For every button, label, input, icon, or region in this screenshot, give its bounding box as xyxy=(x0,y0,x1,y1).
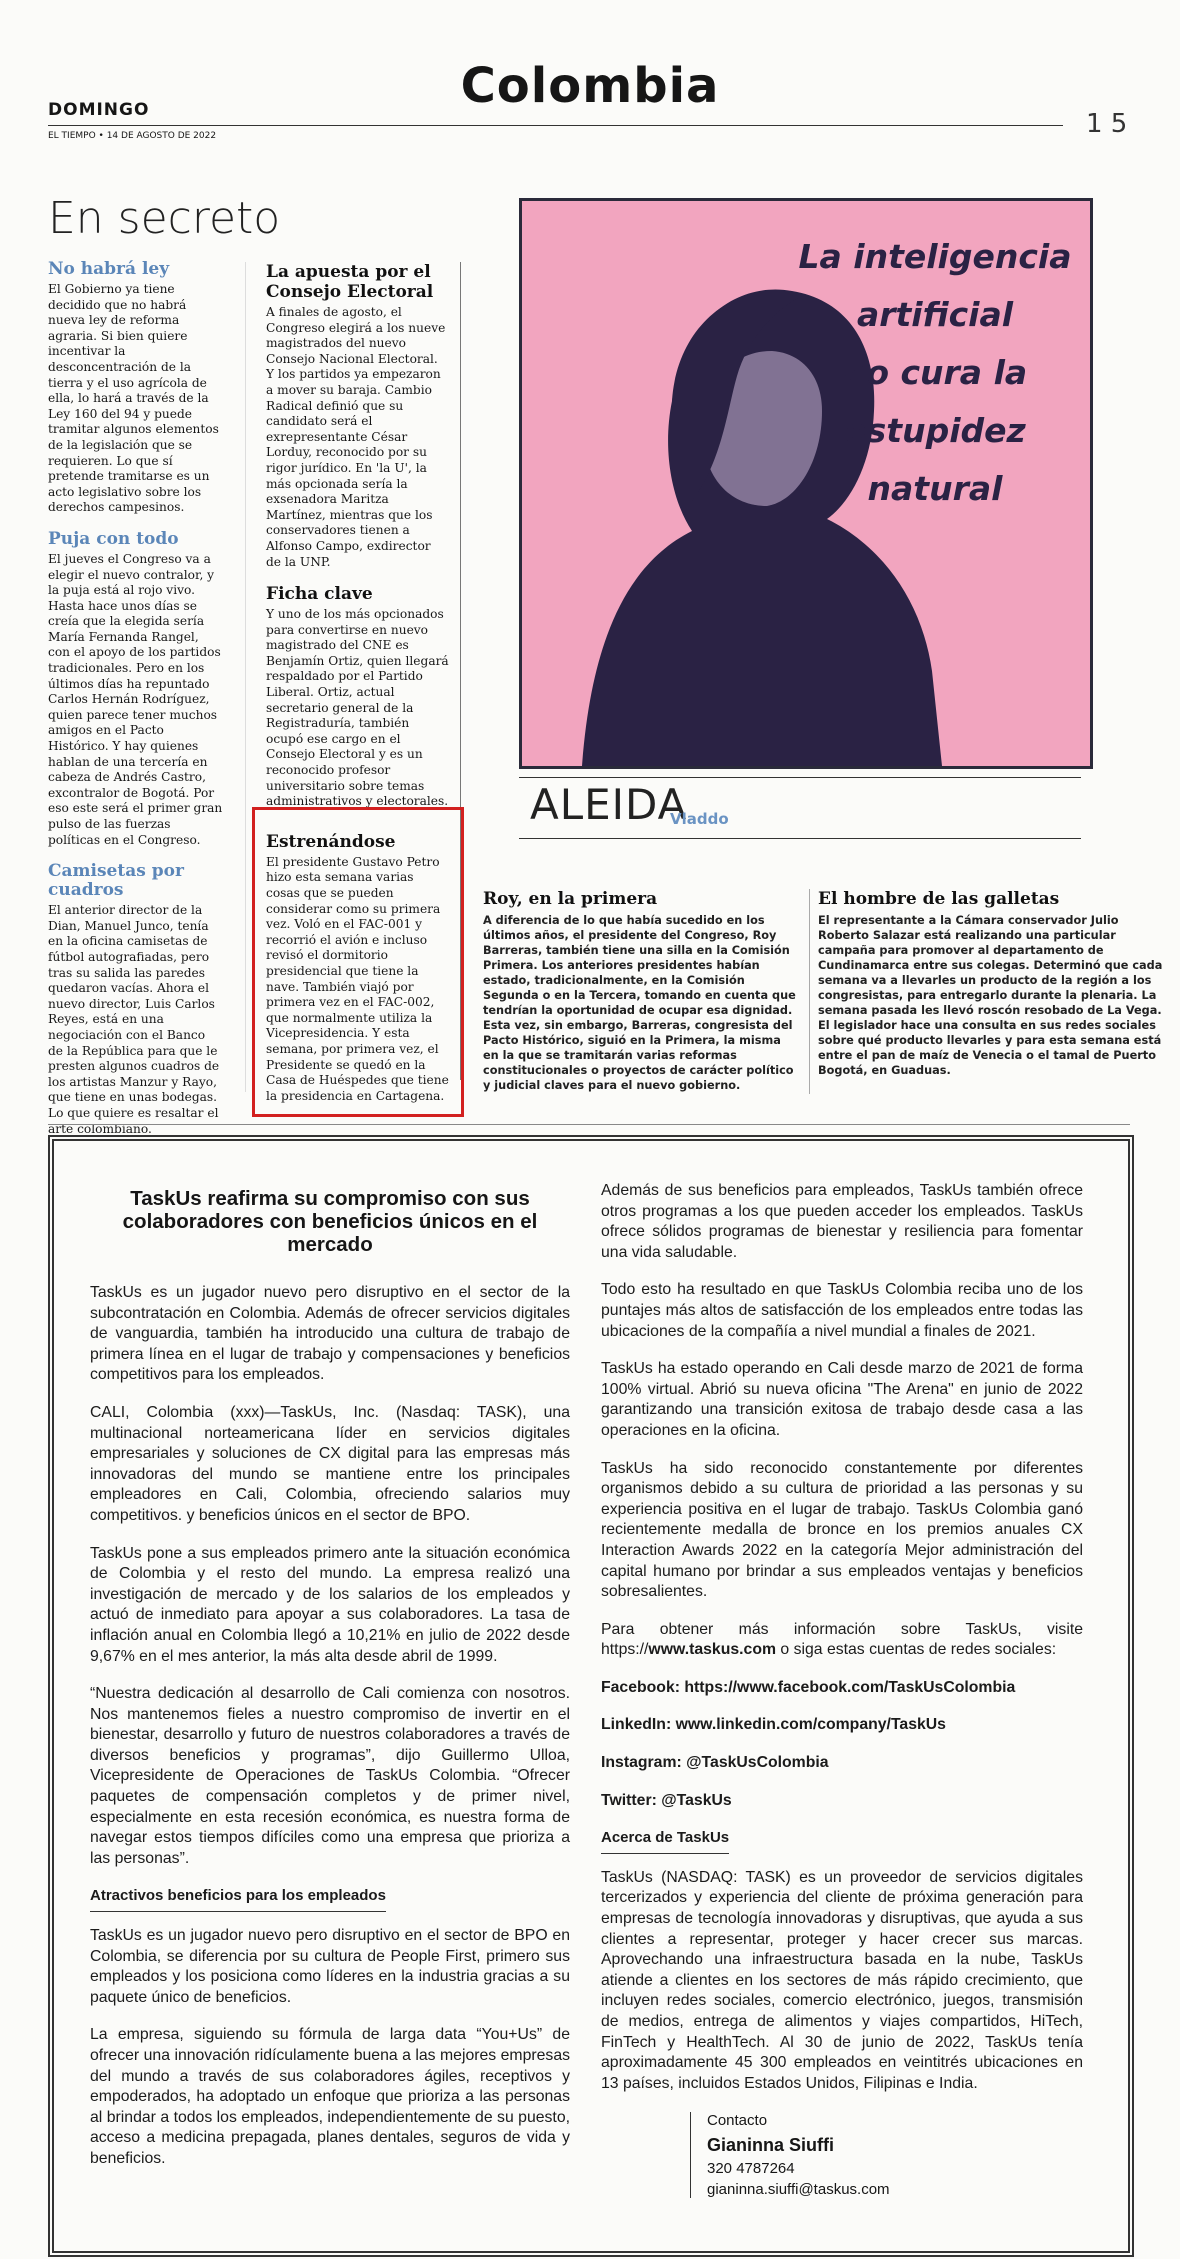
ad-paragraph: TaskUs es un jugador nuevo pero disruptivo en el sector de BPO en Colombia, se diferencia por su cultura de People First, primero sus empleados y los posiciona como líderes en la industria gracias a su paquete único de beneficios. xyxy=(90,1927,570,2006)
info-line xyxy=(601,1620,1083,1661)
cartoon-caption xyxy=(780,228,1090,518)
secret-column-1 xyxy=(48,260,223,1137)
story xyxy=(48,530,223,848)
news-story xyxy=(483,889,798,1093)
header-rule xyxy=(48,125,1063,126)
ad-paragraph: TaskUs (NASDAQ: TASK) es un proveedor de servicios digitales tercerizados y experiencia del cliente de próxima generación para empresas de tecnología innovadoras y disruptivas, que ayuda a sus clientes a representar, proteger y hacer crecer sus marcas. Aprovechando una infraestructura basada en la nube, TaskUs atiende a clientes en los sectores de más rápido crecimiento, que incluyen redes sociales, comercio electrónico, juegos, transmisión de medios, entrega de alimentos y viajes compartidos, HiTech, FinTech y HealthTech. Al 30 de junio de 2022, TaskUs tenía aproximadamente 45 300 empleados en veintitrés ubicaciones en 13 países, incluidos Estados Unidos, Filipinas e India. xyxy=(601,1868,1083,2092)
advertorial-left-column xyxy=(90,1283,570,2187)
column-divider xyxy=(245,262,246,1092)
social-instagram[interactable]: Instagram: @TaskUsColombia xyxy=(601,1754,829,1772)
website-link[interactable]: www.taskus.com xyxy=(648,1641,777,1659)
story-headline: No habrá ley xyxy=(48,259,170,279)
story-headline: Roy, en la primera xyxy=(483,889,658,909)
social-twitter[interactable]: Twitter: @TaskUs xyxy=(601,1791,732,1809)
story xyxy=(266,262,449,570)
column-title: En secreto xyxy=(48,193,281,244)
story-headline: Camisetas por cuadros xyxy=(48,861,184,901)
cartoon-rule xyxy=(519,777,1081,778)
ad-paragraph: TaskUs ha estado operando en Cali desde marzo de 2021 de forma 100% virtual. Abrió su nueva oficina "The Arena" en junio de 2022 garantizando una transición exitosa de trabajo desde casa a las operaciones en la oficina. xyxy=(601,1360,1083,1439)
story xyxy=(266,584,449,810)
story-body: El jueves el Congreso va a elegir el nuevo contralor, y la puja está al rojo vivo. Hasta hace unos días se creía que la elegida sería María Fernanda Rangel, con el apoyo de los partidos tradicionales. Pero en los últimos días ha repuntado Carlos Hernán Rodríguez, quien parece tener muchos amigos en el Pacto Histórico. Y hay quienes hablan de una tercería en cabeza de Andrés Castro, excontralor de Bogotá. Por eso este será el primer gran pulso de las fuerzas políticas en el Congreso. xyxy=(48,551,223,847)
page-number: 1 5 xyxy=(1086,109,1128,139)
cartoon-rule xyxy=(519,838,1081,839)
date-line: EL TIEMPO • 14 DE AGOSTO DE 2022 xyxy=(48,131,217,141)
story-headline: Ficha clave xyxy=(266,584,373,605)
contact-label: Contacto xyxy=(707,2112,768,2129)
cartoon-caption-line: La inteligencia xyxy=(798,237,1072,276)
column-divider xyxy=(809,889,810,1094)
story-body: El representante a la Cámara conservador Julio Roberto Salazar está realizando una particular campaña para promover al departamento de Cundinamarca entre sus colegas. Determinó que cada semana va a llevarles un producto de la región a los congresistas, para entregarlo durante la plenaria. La semana pasada les llevó roscón resobado de La Vega. El legislador hace una consulta en sus redes sociales sobre qué producto llevarles y para esta semana está entre el pan de maíz de Venecia o el tamal de Puerto Bogotá, en Guaduas. xyxy=(818,914,1163,1077)
story-body: Y uno de los más opcionados para convertirse en nuevo magistrado del CNE es Benjamín Ortiz, quien llegará respaldado por el Partido Liberal. Ortiz, actual secretario general de la Registraduría, también ocupó ese cargo en el Consejo Electoral y es un reconocido profesor universitario sobre temas administrativos y electorales. xyxy=(266,607,449,809)
ad-paragraph: TaskUs pone a sus empleados primero ante la situación económica de Colombia y el resto del mundo. La empresa realizó una investigación de mercado y de los salarios de los empleados y actuó de inmediato para apoyar a sus colaboradores. La tasa de inflación anual en Colombia llegó a 10,21% en julio de 2022 desde 9,67% en el mes anterior, la más alta desde abril de 1999. xyxy=(90,1544,570,1665)
ad-subhead: Acerca de TaskUs xyxy=(601,1828,729,1854)
story-body: A diferencia de lo que había sucedido en los últimos años, el presidente del Congreso, Roy Barreras, también tiene una silla en la Comisión Primera. Los anteriores presidentes habían estado, tradicionalmente, en la Comisión Segunda o en la Tercera, tomando en cuenta que tendrían la oportunidad de ocupar esa dignidad. Esta vez, sin embargo, Barreras, congresista del Pacto Histórico, siguió en la Primera, la misma en la que se tramitarán varias reformas constitucionales o proyectos de carácter político y judicial claves para el nuevo gobierno. xyxy=(483,914,796,1092)
cartoon-caption-line: artificial xyxy=(856,295,1014,334)
ad-paragraph: TaskUs ha sido reconocido constantemente por diferentes organismos debido a su cultura de prioridad a las personas y su experiencia positiva en el lugar de trabajo. TaskUs Colombia ganó recientemente medalla de bronce en los premios anuales CX Interaction Awards 2022 en la categoría Mejor administración del capital humano por brindar a sus empleados ventajas y beneficios sobresalientes. xyxy=(601,1459,1083,1601)
story-headline: El hombre de las galletas xyxy=(818,889,1060,909)
cartoon-caption-line: no cura la xyxy=(842,353,1028,392)
story-headline: Puja con todo xyxy=(48,528,179,549)
cartoon-caption-line: estupidez xyxy=(844,411,1026,450)
story-body: A finales de agosto, el Congreso elegirá a los nueve magistrados del nuevo Consejo Nacional Electoral. Y los partidos ya empezaron a mover su baraja. Cambio Radical definió que su candidato será el exrepresentante César Lorduy, reconocido por su rigor jurídico. En 'la U', la más opcionada sería la exsenadora Maritza Martínez, mientras que los conservadores tienen a Alfonso Campo, exdirector de la UNP. xyxy=(266,305,446,569)
info-suffix: o siga estas cuentas de redes sociales: xyxy=(776,1641,1057,1659)
day-label: DOMINGO xyxy=(48,100,150,120)
story-body: El Gobierno ya tiene decidido que no habrá nueva ley de reforma agraria. Si bien quiere incentivar la desconcentración de la tierra y el uso agrícola de ella, lo hará a través de la Ley 160 del 94 y puede tramitar algunos elementos de la legislación que se requieren. Lo que sí pretende tramitarse es un acto legislativo sobre los derechos campesinos. xyxy=(48,282,219,515)
social-list xyxy=(601,1678,1083,1811)
story-headline: La apuesta por el Consejo Electoral xyxy=(266,262,434,302)
advertorial-title: TaskUs reafirma su compromiso con sus colaboradores con beneficios únicos en el mercado xyxy=(122,1187,538,1256)
story-headline: Estrenándose xyxy=(266,831,396,852)
ad-paragraph: La empresa, siguiendo su fórmula de larga data “You+Us” de ofrecer una innovación ridículamente buena a las mejores empresas del mundo a través de sus colaboradores ágiles, receptivos y empoderados, ha adoptado un enfoque que prioriza a las personas al brindar a todos los empleados, independientemente de su puesto, acceso a medicina prepagada, planes dentales, seguros de vida y beneficios. xyxy=(90,2026,570,2167)
contact-name: Gianinna Siuffi xyxy=(707,2135,835,2155)
contact-phone: 320 4787264 xyxy=(707,2160,795,2177)
cartoon-author: Vladdo xyxy=(670,810,729,828)
info-prefix: Para obtener más información sobre TaskUs, visite https:// xyxy=(601,1620,1083,1659)
cartoon-signature: ALEIDA xyxy=(530,780,688,829)
contact-email[interactable]: gianinna.siuffi@taskus.com xyxy=(707,2181,890,2198)
ad-paragraph: Todo esto ha resultado en que TaskUs Colombia reciba uno de los puntajes más altos de satisfacción de los empleados entre todas las ubicaciones de la compañía a nivel mundial a finales de 2021. xyxy=(601,1281,1083,1340)
social-linkedin[interactable]: LinkedIn: www.linkedin.com/company/TaskUs xyxy=(601,1716,946,1734)
highlight-box xyxy=(252,807,464,1117)
story xyxy=(48,862,223,1137)
cartoon-caption-line: natural xyxy=(867,469,1003,508)
ad-paragraph: TaskUs es un jugador nuevo pero disruptivo en el sector de la subcontratación en Colombia. Además de ofrecer servicios digitales de vanguardia, también ha introducido una cultura de trabajo de primera línea en el lugar de trabajo y compensaciones y beneficios competitivos para los empleados. xyxy=(90,1284,570,1384)
advertorial-right-column xyxy=(601,1181,1083,2111)
ad-paragraph: Además de sus beneficios para empleados, TaskUs también ofrece otros programas a los que pueden acceder los empleados. TaskUs ofrece sólidos programas de bienestar y resiliencia para fomentar una vida saludable. xyxy=(601,1182,1083,1261)
ad-paragraph: “Nuestra dedicación al desarrollo de Cali comienza con nosotros. Nos mantenemos fieles a nuestro compromiso de invertir en el bienestar, desarrollo y futuro de nuestros colaboradores a través de diversos beneficios y programas”, dijo Guillermo Ulloa, Vicepresidente de Operaciones de TaskUs Colombia. “Ofrecer paquetes de compensación completos y de primer nivel, especialmente en esta recesión económica, es nuestra forma de navegar estos tiempos difíciles como una empresa que prioriza a las personas”. xyxy=(90,1685,570,1867)
story-body: El presidente Gustavo Petro hizo esta semana varias cosas que se pueden considerar como su primera vez. Voló en el FAC-001 y recorrió el avión e incluso revisó el dormitorio presidencial que tiene la nave. También viajó por primera vez en el FAC-002, que normalmente utiliza la Vicepresidencia. Y esta semana, por primera vez, el Presidente se quedó en la Casa de Huéspedes que tiene la presidencia en Cartagena. xyxy=(266,854,449,1103)
social-facebook[interactable]: Facebook: https://www.facebook.com/TaskUsColombia xyxy=(601,1678,1016,1696)
news-story xyxy=(818,889,1163,1078)
contact-block xyxy=(690,2112,1087,2198)
story-body: El anterior director de la Dian, Manuel Junco, tenía en la oficina camisetas de fútbol autografiadas, pero tras su salida las paredes quedaron vacías. Ahora el nuevo director, Luis Carlos Reyes, está en una negociación con el Banco de la República para que le presten algunos cuadros de los artistas Manzur y Rayo, que tiene en unas bodegas. Lo que quiere es resaltar el arte colombiano. xyxy=(48,903,220,1136)
page-rule xyxy=(48,1124,1130,1125)
ad-subhead: Atractivos beneficios para los empleados xyxy=(90,1886,386,1912)
story xyxy=(48,260,223,516)
section-title: Colombia xyxy=(460,58,720,114)
ad-paragraph: CALI, Colombia (xxx)—TaskUs, Inc. (Nasdaq: TASK), una multinacional norteamericana líder en servicios digitales empresariales y soluciones de CX digital para las empresas más innovadoras del mundo se mantiene entre los principales empleadores en Cali, Colombia, ofreciendo salarios muy competitivos. y beneficios únicos en el sector de BPO. xyxy=(90,1403,570,1524)
